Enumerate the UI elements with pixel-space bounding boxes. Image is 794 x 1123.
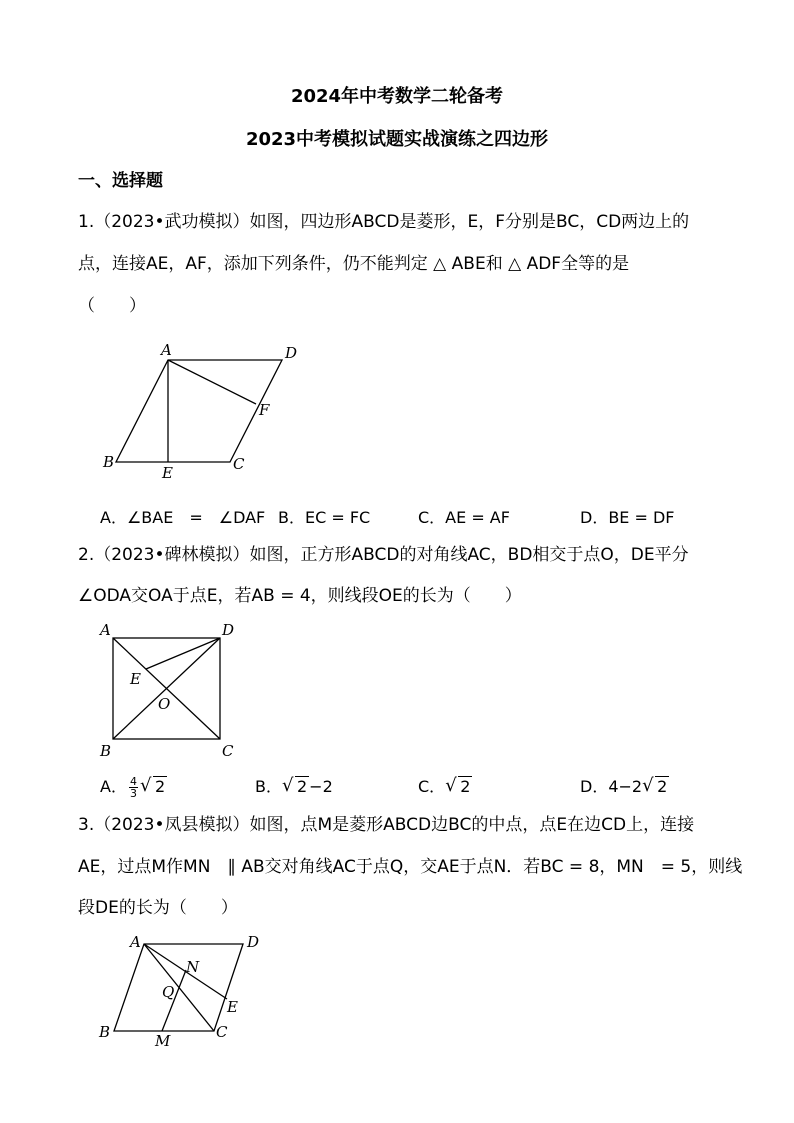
- q1-label-F: F: [259, 401, 270, 419]
- radicand: 2: [460, 777, 471, 796]
- document-subtitle: 2023中考模拟试题实战演练之四边形: [245, 129, 549, 150]
- question-3-line-1: 3.（2023•凤县模拟）如图，点M是菱形ABCD边BC的中点，点E在边CD上，连接: [78, 815, 695, 835]
- radicand: 2: [657, 777, 668, 796]
- q3-label-B: B: [99, 1023, 111, 1041]
- q3-label-C: C: [216, 1023, 228, 1041]
- q1-label-A: A: [161, 341, 172, 359]
- q1-option-b[interactable]: B．EC = FC: [278, 508, 371, 527]
- fraction-denominator: 3: [129, 787, 137, 800]
- q2-label-C: C: [222, 742, 234, 760]
- q2-label-B: B: [100, 742, 112, 760]
- q1-label-B: B: [103, 453, 115, 471]
- q2-label-A: A: [100, 621, 111, 639]
- question-3-line-2: AE，过点M作MN ∥ AB交对角线AC于点Q，交AE于点N．若BC = 8，MN = 5，则线: [78, 857, 743, 877]
- q3-label-E: E: [227, 998, 238, 1016]
- q2-option-a-prefix: A．: [100, 777, 127, 796]
- q1-label-E: E: [162, 464, 173, 482]
- q1-label-D: D: [285, 344, 298, 362]
- q1-option-a[interactable]: A．∠BAE = ∠DAF: [100, 508, 266, 527]
- q2-option-d-prefix: D．4−2: [580, 777, 643, 796]
- question-1-answer-bracket: （ ）: [78, 296, 146, 316]
- q2-label-E: E: [130, 670, 141, 688]
- q1-option-c[interactable]: C．AE = AF: [418, 508, 510, 527]
- question-2-line-2: ∠ODA交OA于点E，若AB = 4，则线段OE的长为（ ）: [78, 586, 522, 606]
- fraction-numerator: 4: [129, 775, 137, 788]
- q2-label-D: D: [222, 621, 235, 639]
- q1-label-C: C: [233, 455, 245, 473]
- question-2-line-1: 2.（2023•碑林模拟）如图，正方形ABCD的对角线AC，BD相交于点O，DE平分: [78, 545, 689, 565]
- question-3-line-3: 段DE的长为（ ）: [78, 898, 238, 918]
- radicand: 2: [154, 777, 166, 796]
- document-title: 2024年中考数学二轮备考: [290, 86, 504, 107]
- q3-label-Q: Q: [162, 983, 175, 1001]
- radicand: 2: [296, 777, 308, 796]
- q2-label-O: O: [158, 695, 171, 713]
- q3-label-D: D: [247, 933, 260, 951]
- q2-option-b-suffix: −2: [309, 777, 333, 796]
- question-1-line-1: 1.（2023•武功模拟）如图，四边形ABCD是菱形，E，F分别是BC，CD两边上的: [78, 212, 690, 232]
- q2-option-b-prefix: B．: [255, 777, 282, 796]
- q3-label-A: A: [130, 933, 141, 951]
- section-heading: 一、选择题: [78, 171, 163, 191]
- q3-label-N: N: [186, 958, 200, 976]
- q2-option-c-prefix: C．: [418, 777, 446, 796]
- question-1-line-2: 点，连接AE，AF，添加下列条件，仍不能判定 △ ABE和 △ ADF全等的是: [78, 254, 630, 274]
- q3-label-M: M: [155, 1032, 171, 1050]
- q1-option-d[interactable]: D．BE = DF: [580, 508, 675, 527]
